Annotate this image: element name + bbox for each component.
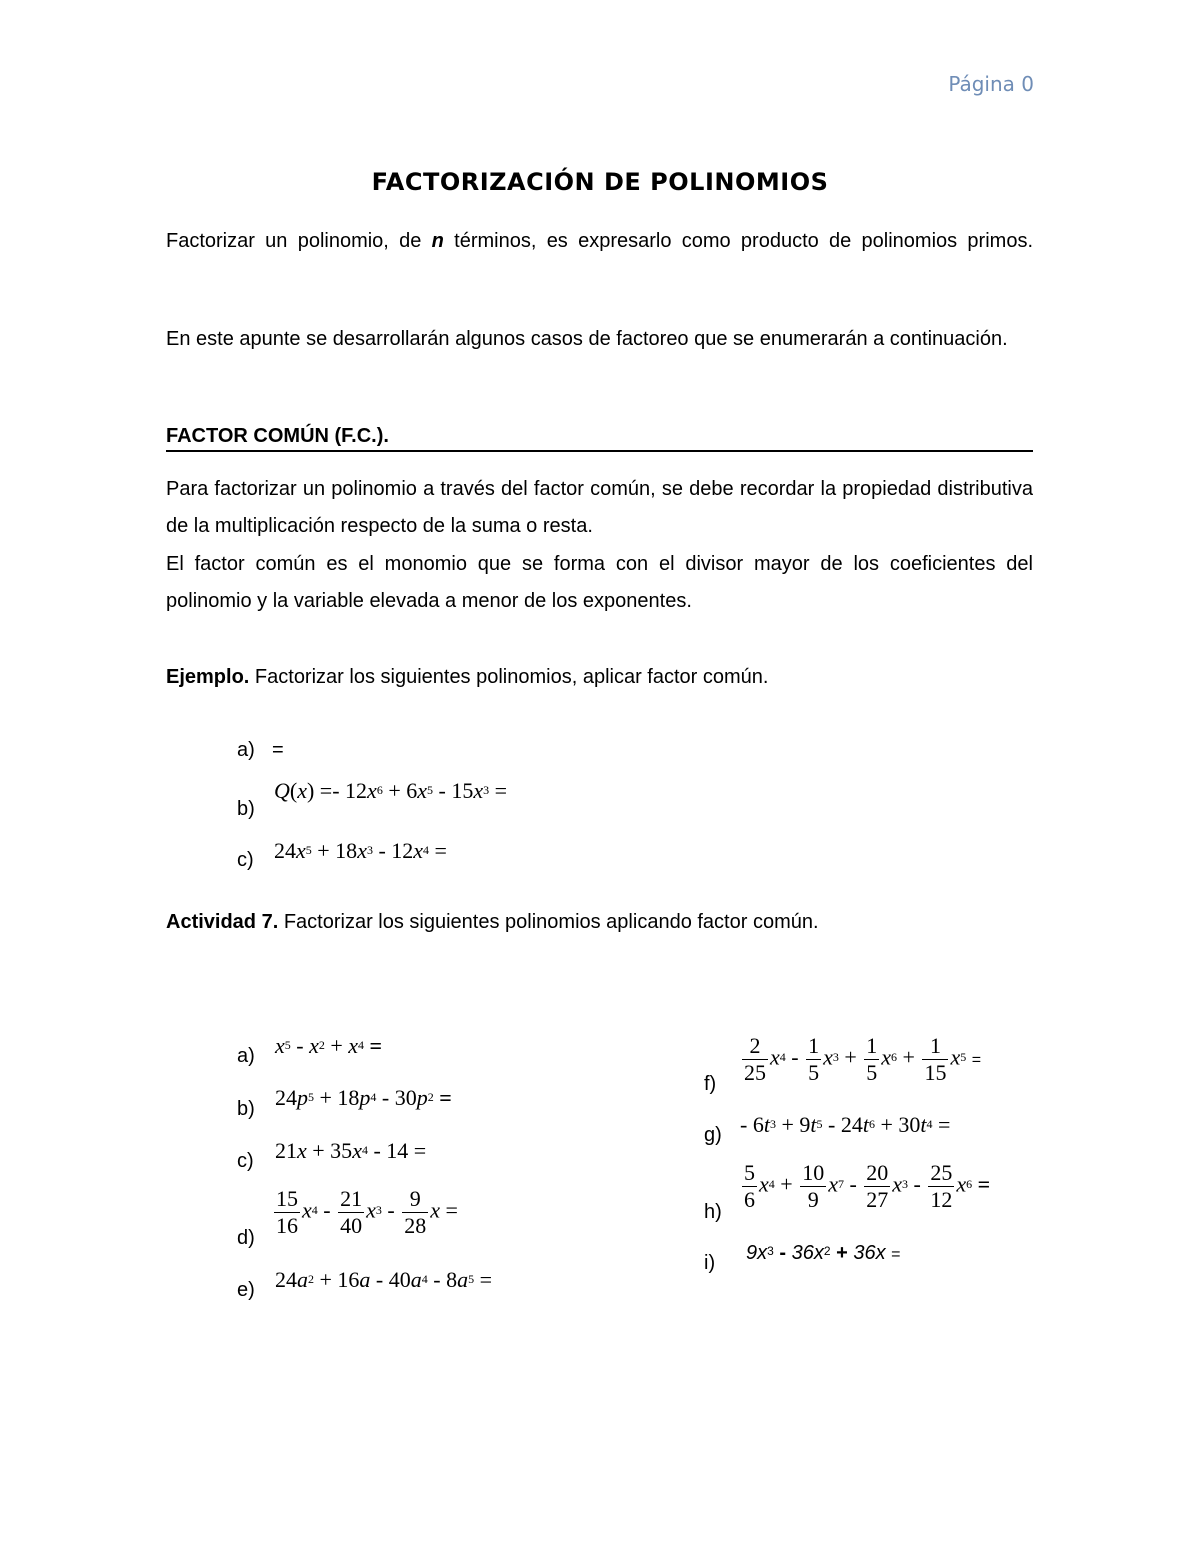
section-paragraph-2: El factor común es el monomio que se forma con el divisor mayor de los coeficientes del polinomio y la variable elevada a menor de los exponentes. xyxy=(166,553,1033,612)
example-intro xyxy=(166,665,768,689)
intro-paragraph-1 xyxy=(166,223,1033,260)
example-item-c-expr: $24x^5 + 18x^3 - 12x^4$ = xyxy=(274,838,447,863)
fraction: $\frac{1}{5}$ xyxy=(866,1033,878,1085)
activity-item-i-label: i) xyxy=(704,1252,716,1274)
example-text: Factorizar los siguientes polinomios, aplicar factor común. xyxy=(249,666,769,688)
intro-variable-n: n xyxy=(431,230,444,252)
activity-item-f-expr: $\frac{2}{25}$ $x^4$ - $\frac{1}{5}$ $x^3$ + $\frac{1}{5}$ $x^6$ + $\frac{1}{15}$ $x^5$ = xyxy=(744,1033,982,1085)
example-label: Ejemplo. xyxy=(166,666,250,688)
activity-item-i-expr: $9x^3 - 36x^2 + 36x$ = xyxy=(746,1242,901,1264)
section-heading: FACTOR COMÚN (F.C.). xyxy=(166,424,1033,452)
activity-item-b-expr: $24p^5 + 18p^4 - 30p^2$ = xyxy=(275,1085,452,1110)
activity-item-h-expr: $\frac{5}{6}$ $x^4$ + $\frac{10}{9}$ $x^7$ - $\frac{20}{27}$ $x^3$ - $\frac{25}{12}$ $x^6$ = xyxy=(744,1160,991,1212)
fraction: $\frac{21}{40}$ xyxy=(340,1186,363,1238)
fraction: $\frac{1}{15}$ xyxy=(924,1033,947,1085)
example-item-b-label: b) xyxy=(237,798,255,820)
activity-label: Actividad 7. xyxy=(166,911,279,933)
fraction: $\frac{15}{16}$ xyxy=(276,1186,298,1238)
activity-text: Factorizar los siguientes polinomios aplicando factor común. xyxy=(278,911,819,933)
activity-item-a-expr: $x^5 - x^2 + x^4$ = xyxy=(275,1033,383,1058)
example-item-a-expr: = xyxy=(272,739,284,761)
activity-item-g-expr: - $6t^3 + 9t^5 - 24t^6 + 30t^4$ = xyxy=(740,1112,951,1137)
page-title: FACTORIZACIÓN DE POLINOMIOS xyxy=(371,168,829,196)
example-item-b-expr: $Q(x) =- 12x^6 + 6x^5 - 15x^3$ = xyxy=(274,778,508,803)
intro-text-part1: Factorizar un polinomio, de xyxy=(166,230,432,252)
activity-item-e-expr: $24a^2 + 16a - 40a^4 - 8a^5$ = xyxy=(275,1267,492,1292)
fraction: $\frac{9}{28}$ xyxy=(404,1186,427,1238)
fraction: $\frac{20}{27}$ xyxy=(866,1160,889,1212)
fraction: $\frac{10}{9}$ xyxy=(802,1160,825,1212)
page-number: Página 0 xyxy=(948,72,1034,96)
fraction: $\frac{2}{25}$ xyxy=(744,1033,766,1085)
activity-item-c-expr: $21x + 35x^4 - 14$ = xyxy=(275,1138,427,1163)
fraction: $\frac{25}{12}$ xyxy=(930,1160,953,1212)
activity-item-f-label: f) xyxy=(704,1073,717,1095)
intro-text-part2: términos, es expresarlo como producto de polinomios primos. xyxy=(443,230,1033,252)
example-item-c-label: c) xyxy=(237,849,254,871)
activity-item-d-expr: $\frac{15}{16}$ $x^4$ - $\frac{21}{40}$ $x^3$ - $\frac{9}{28}$ x = xyxy=(276,1186,458,1238)
activity-item-b-label: b) xyxy=(237,1098,255,1120)
activity-item-g-label: g) xyxy=(704,1124,722,1146)
fraction: $\frac{1}{5}$ xyxy=(808,1033,820,1085)
activity-item-a-label: a) xyxy=(237,1045,255,1067)
section-paragraph-1: Para factorizar un polinomio a través del factor común, se debe recordar la propiedad distributiva de la multiplicación respecto de la suma o resta. xyxy=(166,478,1033,537)
fraction: $\frac{5}{6}$ xyxy=(744,1160,755,1212)
activity-intro xyxy=(166,910,819,934)
activity-item-d-label: d) xyxy=(237,1227,255,1249)
activity-item-h-label: h) xyxy=(704,1201,722,1223)
example-item-a-label: a) xyxy=(237,739,255,761)
activity-item-e-label: e) xyxy=(237,1279,255,1301)
intro-paragraph-2: En este apunte se desarrollarán algunos casos de factoreo que se enumerarán a continuación. xyxy=(166,328,1008,350)
activity-item-c-label: c) xyxy=(237,1150,254,1172)
